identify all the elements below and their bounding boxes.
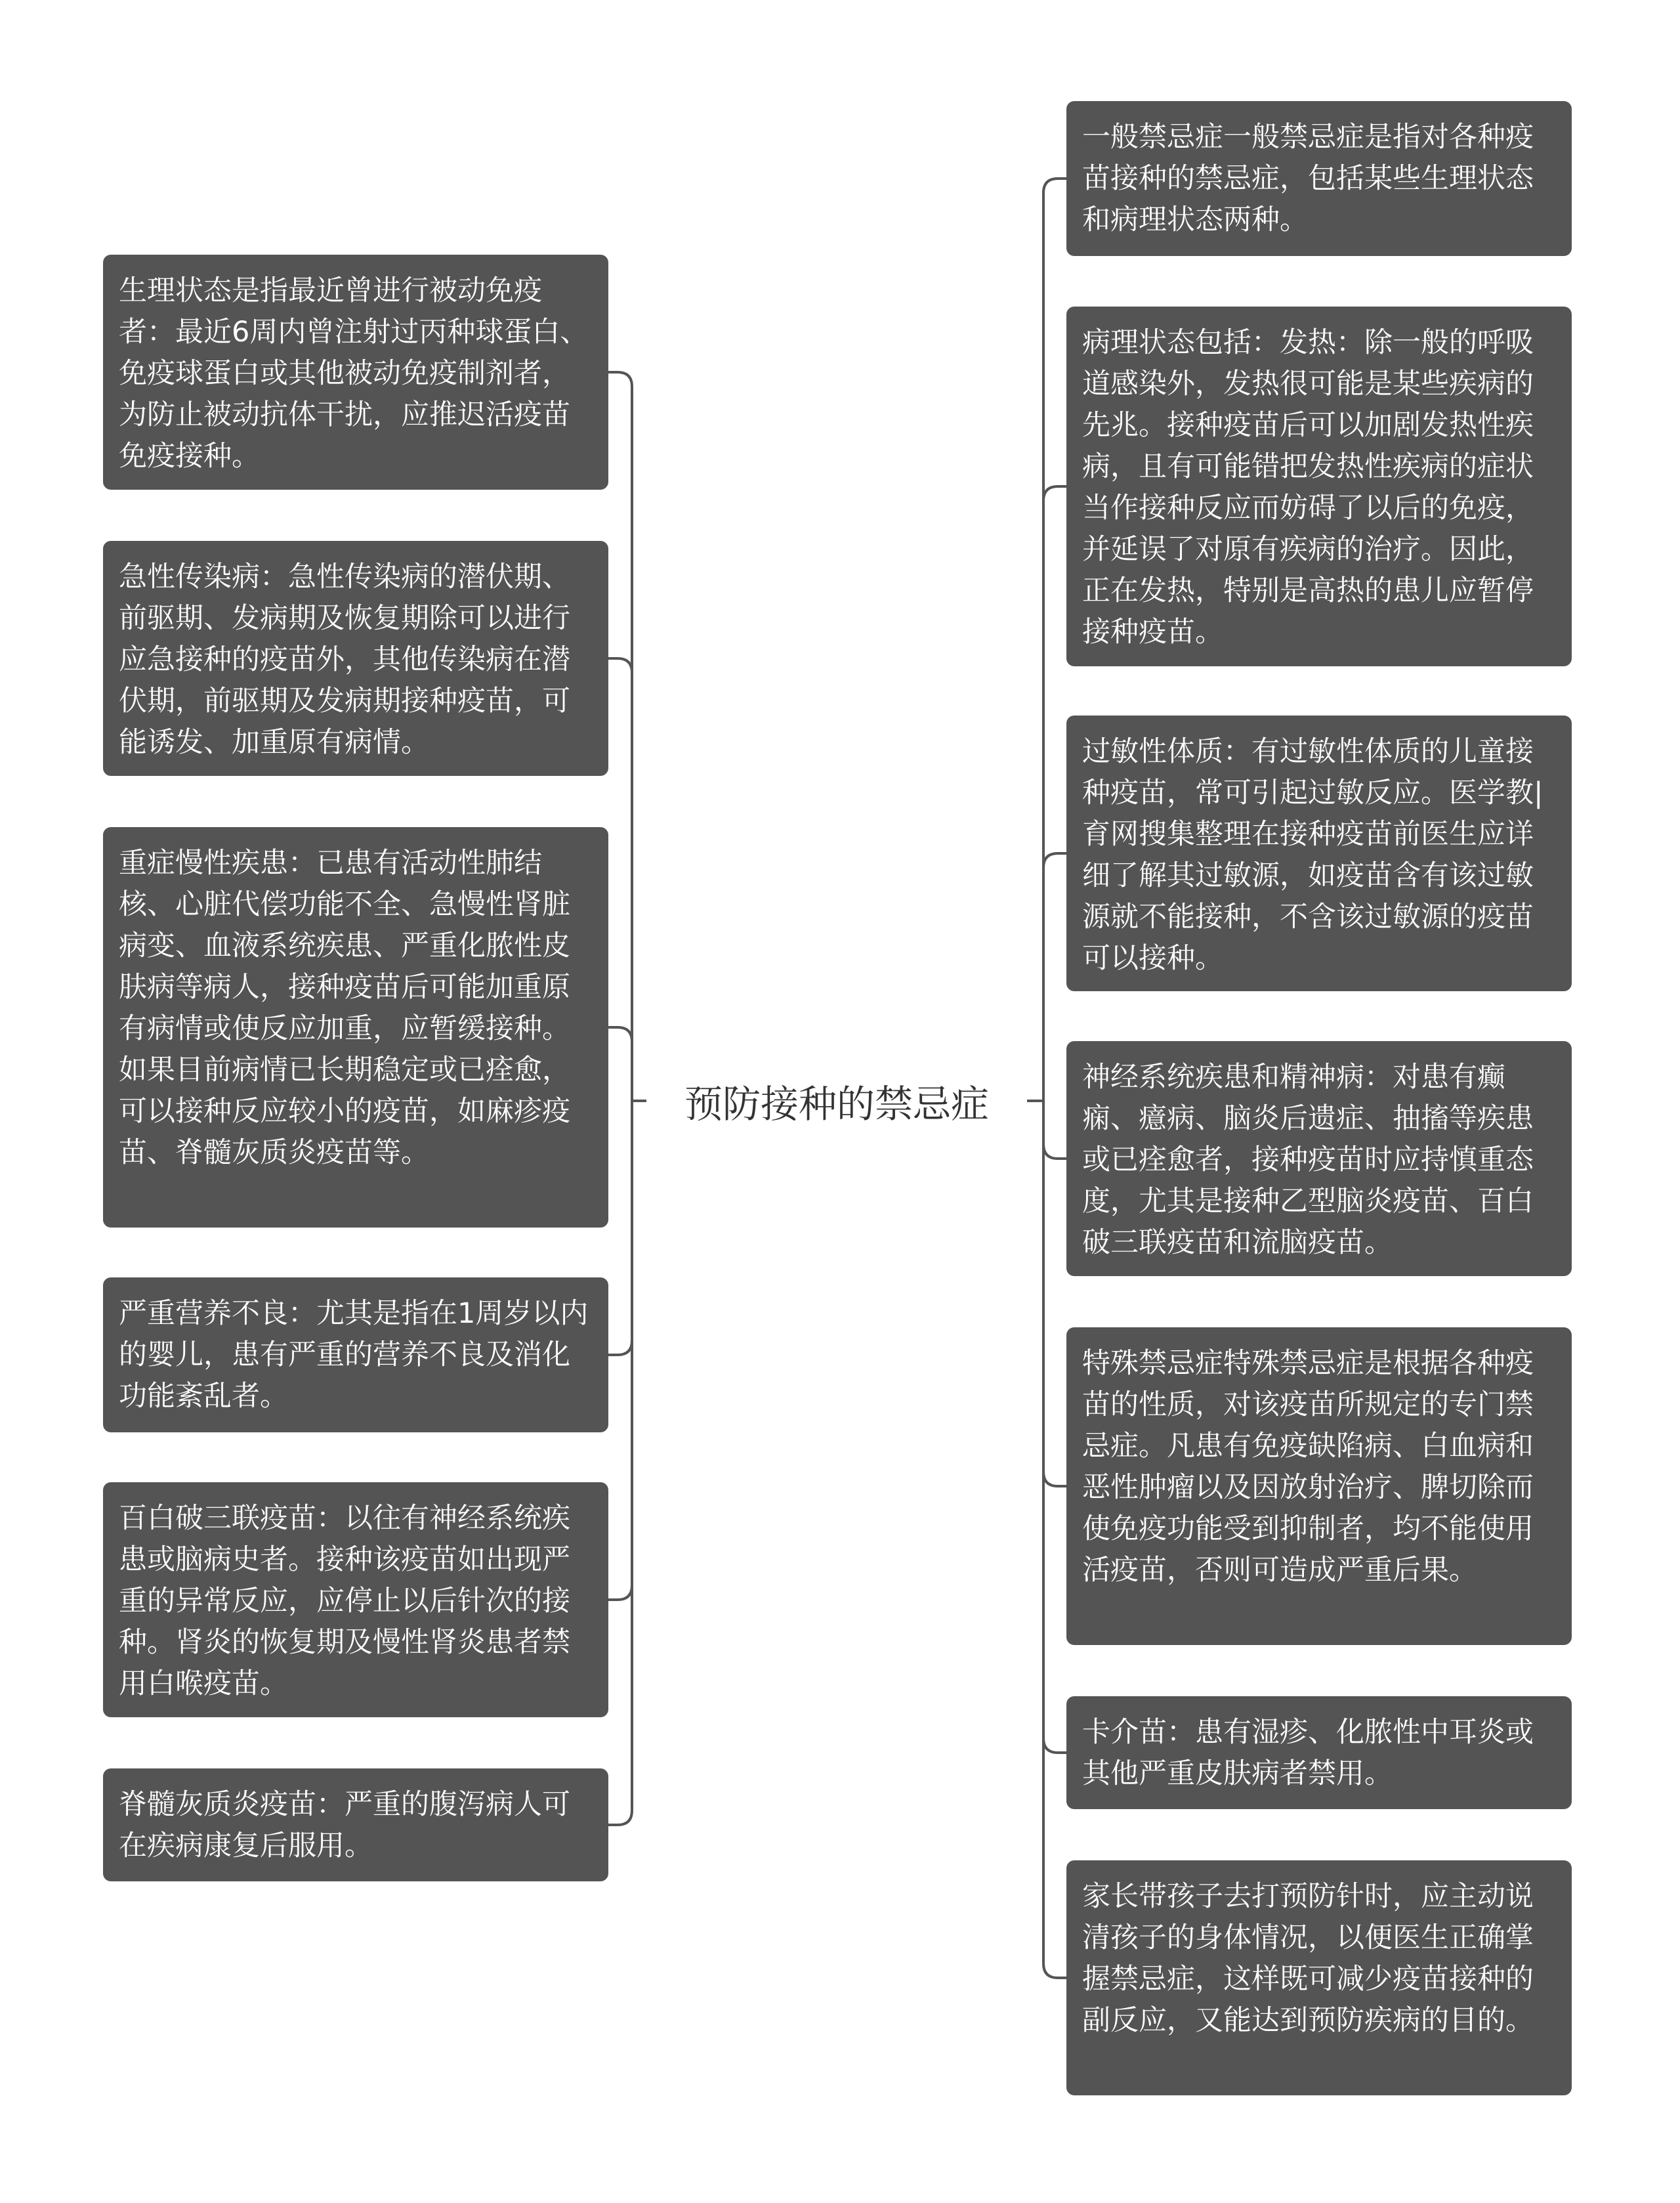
right-branch-line-5 [1043, 1472, 1066, 1486]
left-branch-line-1 [608, 372, 632, 387]
right-branch-line-3 [1043, 853, 1066, 868]
right-node-1[interactable]: 一般禁忌症一般禁忌症是指对各种疫苗接种的禁忌症，包括某些生理状态和病理状态两种。 [1066, 101, 1572, 256]
right-branch-line-2 [1043, 486, 1066, 501]
right-node-6[interactable]: 卡介苗：患有湿疹、化脓性中耳炎或其他严重皮肤病者禁用。 [1066, 1696, 1572, 1809]
right-node-3[interactable]: 过敏性体质：有过敏性体质的儿童接种疫苗，常可引起过敏反应。医学教|育网搜集整理在接种疫苗前医生应详细了解其过敏源，如疫苗含有该过敏源就不能接种，不含该过敏源的疫苗可以接种。 [1066, 716, 1572, 991]
right-node-4[interactable]: 神经系统疾患和精神病：对患有癫痫、癔病、脑炎后遗症、抽搐等疾患或已痊愈者，接种疫苗时应持慎重态度，尤其是接种乙型脑炎疫苗、百白破三联疫苗和流脑疫苗。 [1066, 1041, 1572, 1276]
left-node-2[interactable]: 急性传染病：急性传染病的潜伏期、前驱期、发病期及恢复期除可以进行应急接种的疫苗外，其他传染病在潜伏期，前驱期及发病期接种疫苗，可能诱发、加重原有病情。 [103, 541, 608, 776]
right-node-5[interactable]: 特殊禁忌症特殊禁忌症是根据各种疫苗的性质，对该疫苗所规定的专门禁忌症。凡患有免疫缺陷病、白血病和恶性肿瘤以及因放射治疗、脾切除而使免疫功能受到抑制者，均不能使用活疫苗，否则可造成严重后果。 [1066, 1327, 1572, 1645]
left-branch-line-2 [608, 658, 632, 673]
right-branch-line-4 [1043, 1144, 1066, 1159]
right-node-2[interactable]: 病理状态包括：发热：除一般的呼吸道感染外，发热很可能是某些疾病的先兆。接种疫苗后可以加剧发热性疾病，且有可能错把发热性疾病的症状当作接种反应而妨碍了以后的免疫，并延误了对原有疾病的治疗。因此，正在发热，特别是高热的患儿应暂停接种疫苗。 [1066, 307, 1572, 666]
right-branch-line-6 [1043, 1738, 1066, 1753]
right-branch-line-7 [1043, 1963, 1066, 1978]
left-branch-line-6 [608, 1810, 632, 1825]
center-topic[interactable]: 预防接种的禁忌症 [646, 1071, 1027, 1130]
left-branch-line-4 [608, 1340, 632, 1355]
left-node-1[interactable]: 生理状态是指最近曾进行被动免疫者：最近6周内曾注射过丙种球蛋白、免疫球蛋白或其他被动免疫制剂者，为防止被动抗体干扰，应推迟活疫苗免疫接种。 [103, 255, 608, 490]
left-branch-line-5 [608, 1585, 632, 1600]
left-node-4[interactable]: 严重营养不良：尤其是指在1周岁以内的婴儿，患有严重的营养不良及消化功能紊乱者。 [103, 1277, 608, 1432]
right-branch-line-1 [1043, 179, 1066, 193]
left-node-6[interactable]: 脊髓灰质炎疫苗：严重的腹泻病人可在疾病康复后服用。 [103, 1768, 608, 1881]
left-branch-line-3 [608, 1027, 632, 1042]
left-node-5[interactable]: 百白破三联疫苗：以往有神经系统疾患或脑病史者。接种该疫苗如出现严重的异常反应，应停止以后针次的接种。肾炎的恢复期及慢性肾炎患者禁用白喉疫苗。 [103, 1482, 608, 1717]
left-node-3[interactable]: 重症慢性疾患：已患有活动性肺结核、心脏代偿功能不全、急慢性肾脏病变、血液系统疾患、严重化脓性皮肤病等病人，接种疫苗后可能加重原有病情或使反应加重，应暂缓接种。如果目前病情已长期稳定或已痊愈，可以接种反应较小的疫苗，如麻疹疫苗、脊髓灰质炎疫苗等。 [103, 827, 608, 1228]
right-node-7[interactable]: 家长带孩子去打预防针时，应主动说清孩子的身体情况，以便医生正确掌握禁忌症，这样既可减少疫苗接种的副反应，又能达到预防疾病的目的。 [1066, 1860, 1572, 2095]
